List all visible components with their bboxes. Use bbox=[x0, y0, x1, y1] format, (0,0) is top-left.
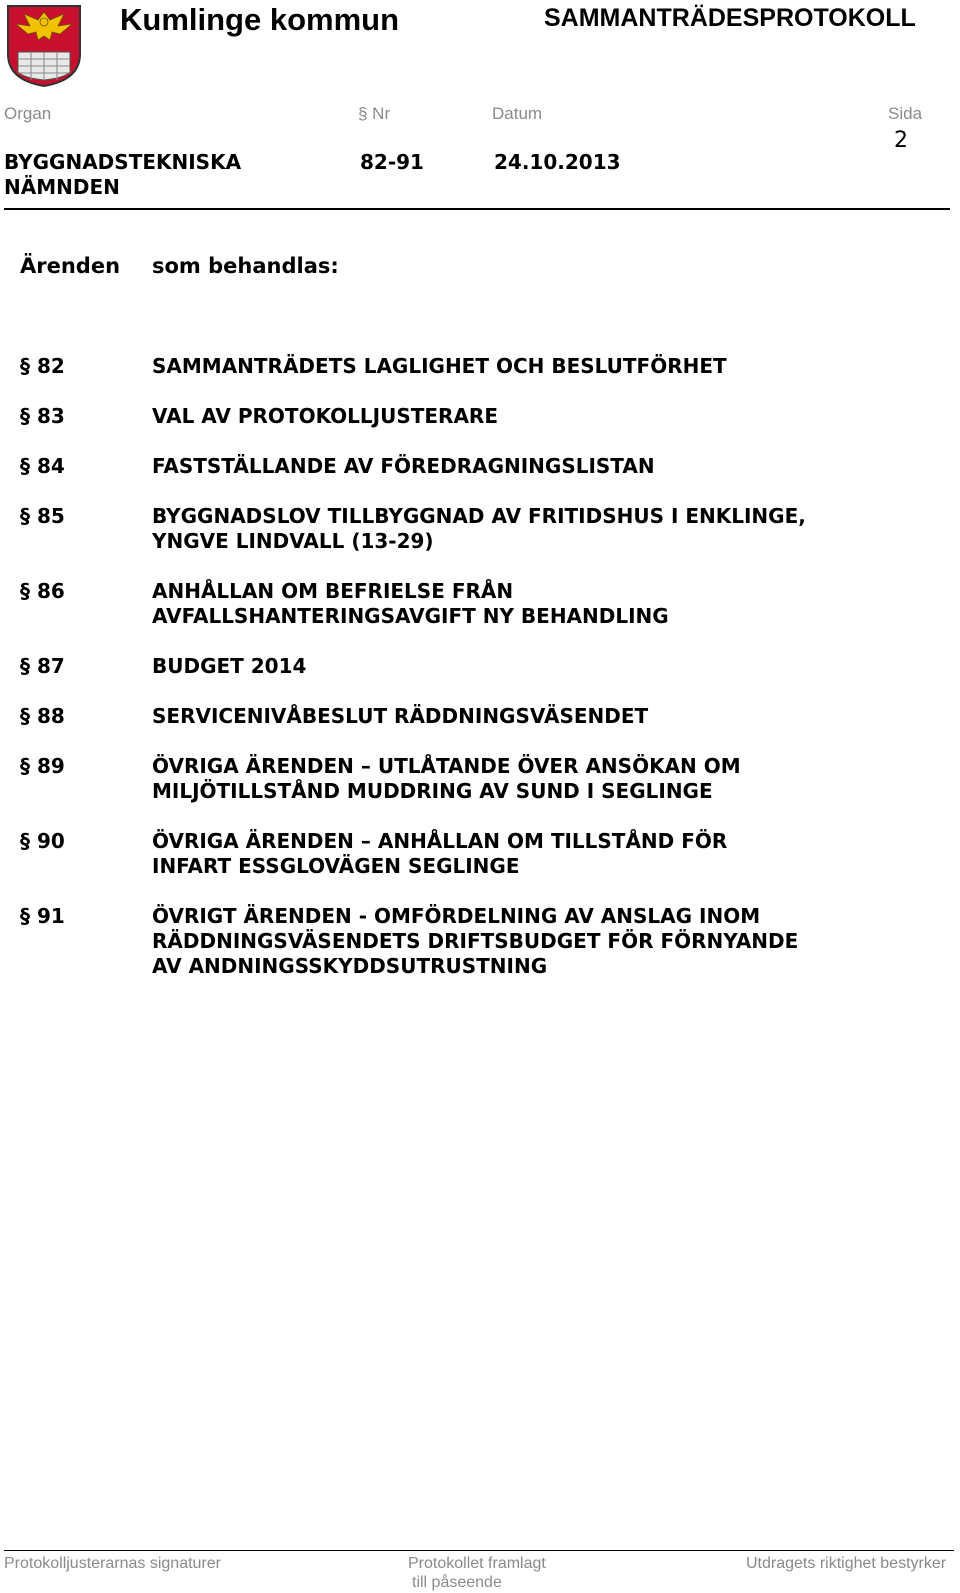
item-title: BYGGNADSLOV TILLBYGGNAD AV FRITIDSHUS I ENKLINGE, YNGVE LINDVALL (13-29) bbox=[152, 504, 806, 553]
items-heading-label: Ärenden bbox=[20, 254, 121, 278]
sida-label: Sida bbox=[888, 104, 923, 123]
organ-value bbox=[4, 150, 241, 200]
agenda-item bbox=[20, 579, 950, 629]
footer-signatures-label: Protokolljusterarnas signaturer bbox=[4, 1555, 221, 1572]
agenda-item bbox=[20, 829, 950, 879]
item-number: § 85 bbox=[20, 504, 65, 528]
agenda-item bbox=[20, 504, 950, 554]
agenda-item bbox=[20, 454, 950, 479]
item-number: § 90 bbox=[20, 829, 65, 853]
nr-label: § Nr bbox=[358, 104, 391, 123]
header-divider bbox=[4, 208, 950, 210]
organ-label: Organ bbox=[4, 104, 52, 123]
item-number: § 89 bbox=[20, 754, 65, 778]
footer-displayed-line2: till påseende bbox=[412, 1574, 502, 1591]
item-title: SERVICENIVÅBESLUT RÄDDNINGSVÄSENDET bbox=[152, 704, 649, 728]
agenda-item bbox=[20, 654, 950, 679]
item-title: VAL AV PROTOKOLLJUSTERARE bbox=[152, 404, 498, 428]
datum-label: Datum bbox=[492, 104, 543, 123]
item-title: ÖVRIGA ÄRENDEN – ANHÅLLAN OM TILLSTÅND FÖR INFART ESSGLOVÄGEN SEGLINGE bbox=[152, 829, 728, 878]
organ-value-line1: BYGGNADSTEKNISKA bbox=[4, 150, 242, 174]
item-number: § 87 bbox=[20, 654, 65, 678]
footer-displayed-line1: Protokollet framlagt bbox=[408, 1555, 546, 1572]
document-type: SAMMANTRÄDESPROTOKOLL bbox=[544, 4, 916, 32]
item-number: § 83 bbox=[20, 404, 65, 428]
organ-value-line2: NÄMNDEN bbox=[4, 175, 120, 199]
agenda-item bbox=[20, 754, 950, 804]
item-number: § 91 bbox=[20, 904, 65, 928]
agenda-item bbox=[20, 704, 950, 729]
item-title: SAMMANTRÄDETS LAGLIGHET OCH BESLUTFÖRHET bbox=[152, 354, 727, 378]
footer-certified-label: Utdragets riktighet bestyrker bbox=[746, 1555, 947, 1572]
items-heading-text: som behandlas: bbox=[152, 254, 339, 278]
item-number: § 86 bbox=[20, 579, 65, 603]
municipal-crest-logo bbox=[4, 2, 84, 88]
item-title: BUDGET 2014 bbox=[152, 654, 307, 678]
item-title: ÖVRIGT ÄRENDEN - OMFÖRDELNING AV ANSLAG INOM RÄDDNINGSVÄSENDETS DRIFTSBUDGET FÖR FÖRNYANDE AV ANDNINGSSKYDDSUTRUSTNING bbox=[152, 904, 799, 978]
agenda-item bbox=[20, 404, 950, 429]
datum-value: 24.10.2013 bbox=[494, 150, 621, 174]
footer-displayed-label bbox=[408, 1554, 546, 1592]
agenda-item bbox=[20, 354, 950, 379]
footer-divider bbox=[4, 1550, 954, 1551]
municipality-name: Kumlinge kommun bbox=[120, 2, 400, 37]
nr-value: 82-91 bbox=[360, 150, 424, 174]
item-title: ÖVRIGA ÄRENDEN – UTLÅTANDE ÖVER ANSÖKAN OM MILJÖTILLSTÅND MUDDRING AV SUND I SEGLINGE bbox=[152, 754, 741, 803]
agenda-list bbox=[20, 354, 950, 1004]
page-number: 2 bbox=[894, 128, 908, 153]
agenda-item bbox=[20, 904, 950, 979]
item-number: § 84 bbox=[20, 454, 65, 478]
item-number: § 88 bbox=[20, 704, 65, 728]
item-title: ANHÅLLAN OM BEFRIELSE FRÅN AVFALLSHANTERINGSAVGIFT NY BEHANDLING bbox=[152, 579, 669, 628]
item-number: § 82 bbox=[20, 354, 65, 378]
item-title: FASTSTÄLLANDE AV FÖREDRAGNINGSLISTAN bbox=[152, 454, 655, 478]
